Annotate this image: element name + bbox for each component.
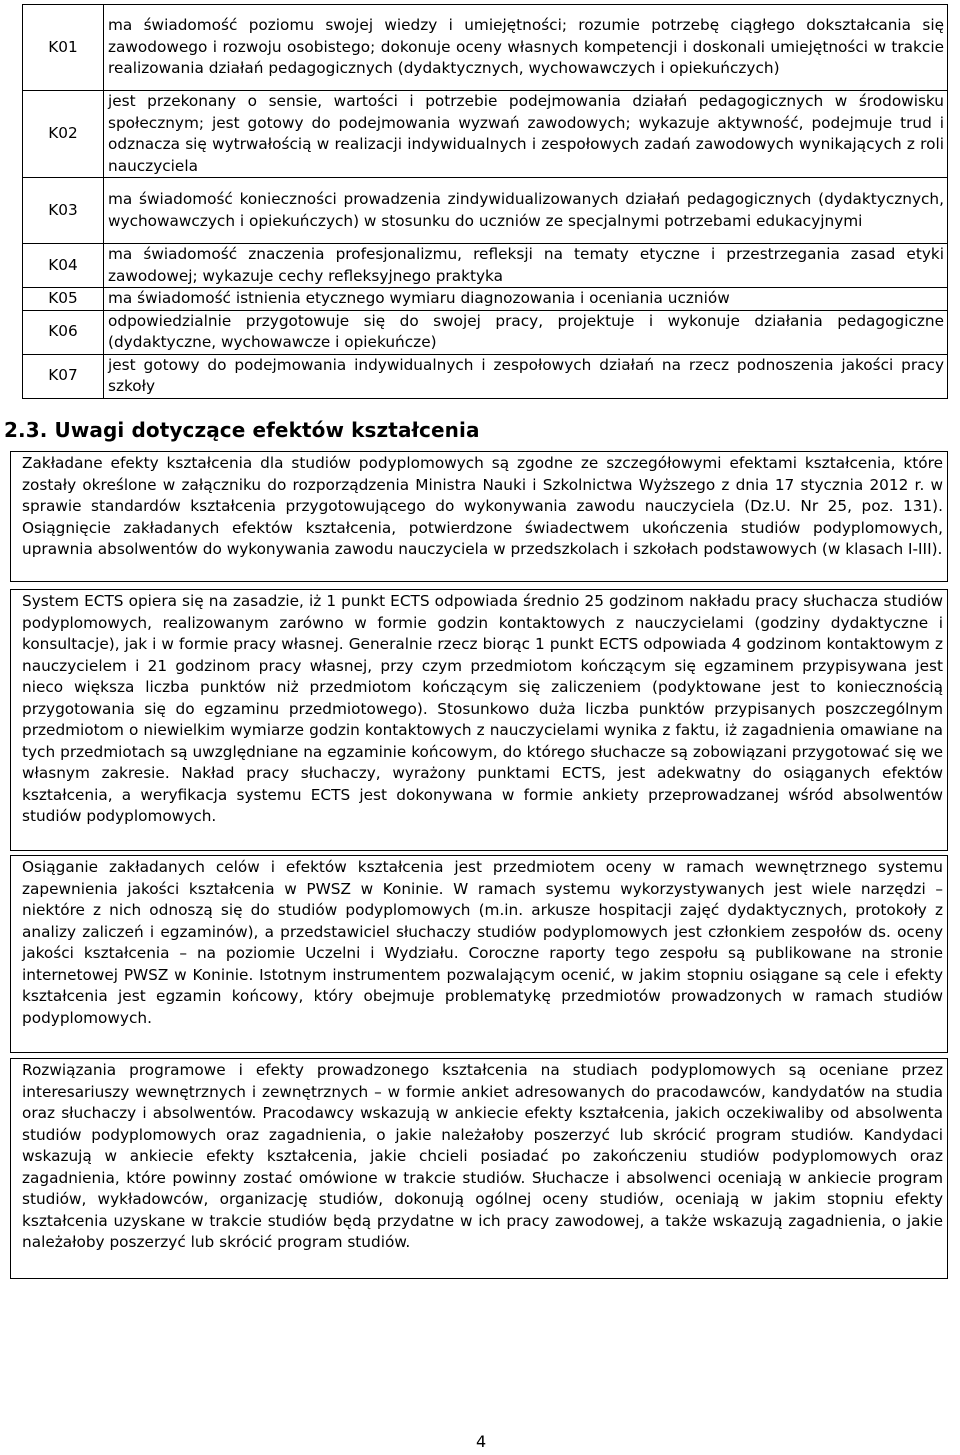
table-row (23, 178, 948, 244)
paragraph-text: Osiąganie zakładanych celów i efektów kształcenia jest przedmiotem oceny w ramach wewnętrznego systemu zapewnienia jakości kształcenia w PWSZ w Koninie. W ramach systemu wykorzystywanych jest wiele narzędzi – niektóre z nich odnoszą się do studiów podyplomowych (m.in. arkusze hospitacji zajęć dydaktycznych, protokoły z analizy zaliczeń i egzaminów), a przedstawiciel słuchaczy studiów podyplomowych jest członkiem zespołów ds. oceny jakości kształcenia – na poziomie Uczelni i Wydziału. Coroczne raporty tego zespołu są publikowane na stronie internetowej PWSZ w Koninie. Istotnym instrumentem pozwalającym ocenić, w jakim stopniu osiągane są cele i efekty kształcenia jest egzamin końcowy, który obejmuje problematykę przedmiotów prowadzonych w ramach studiów podyplomowych. (22, 858, 943, 1027)
competence-code: K03 (23, 178, 104, 244)
table-row (23, 5, 948, 91)
competence-description: ma świadomość konieczności prowadzenia zindywidualizowanych działań pedagogicznych (dydaktycznych, wychowawczych i opiekuńczych) w stosunku do uczniów ze specjalnymi potrzebami edukacyjnymi (104, 178, 948, 244)
competence-code: K05 (23, 288, 104, 311)
competence-code: K04 (23, 244, 104, 288)
page-number: 4 (476, 1432, 487, 1451)
paragraph-box (10, 855, 948, 1053)
table-row (23, 310, 948, 354)
competence-description: jest gotowy do podejmowania indywidualnych i zespołowych działań na rzecz podnoszenia jakości pracy szkoły (104, 354, 948, 398)
competence-code: K01 (23, 5, 104, 91)
table-row (23, 91, 948, 178)
paragraph-text: Rozwiązania programowe i efekty prowadzonego kształcenia na studiach podyplomowych są oceniane przez interesariuszy wewnętrznych i zewnętrznych – w formie ankiet adresowanych do pracodawców, kandydatów na studia oraz słuchaczy i absolwentów. Pracodawcy wskazują w ankiecie efekty kształcenia, jakich oczekiwaliby od absolwenta studiów podyplomowych oraz zagadnienia, o jakie należałoby poszerzyć lub skrócić program studiów. Kandydaci wskazują w ankiecie efekty kształcenia, jakie chcieli posiadać po zakończeniu studiów podyplomowych oraz zagadnienia, które powinny zostać omówione w trakcie studiów. Słuchacze i absolwenci oceniają w ankiecie program studiów, wykładowców, organizację studiów, dokonują ogólnej oceny studiów, oceniają w jakim stopniu efekty kształcenia uzyskane w trakcie studiów będą przydatne w ich pracy zawodowej, a także wskazują zagadnienia, o jakie należałoby poszerzyć lub skrócić program studiów. (22, 1061, 943, 1251)
competence-code: K06 (23, 310, 104, 354)
paragraph-text: Zakładane efekty kształcenia dla studiów podyplomowych są zgodne ze szczegółowymi efektami kształcenia, które zostały określone w załączniku do rozporządzenia Ministra Nauki i Szkolnictwa Wyższego z dnia 17 stycznia 2012 r. w sprawie standardów kształcenia przygotowującego do wykonywania zawodu nauczyciela (Dz.U. Nr 25, poz. 131). Osiągnięcie zakładanych efektów kształcenia, potwierdzone świadectwem ukończenia studiów podyplomowych, uprawnia absolwentów do wykonywania zawodu nauczyciela w przedszkolach i szkołach podstawowych (w klasach I-III). (22, 454, 943, 558)
table-row (23, 288, 948, 311)
competence-description: jest przekonany o sensie, wartości i potrzebie podejmowania działań pedagogicznych w środowisku społecznym; jest gotowy do podejmowania wyzwań zawodowych; wykazuje aktywność, podejmuje trud i odznacza się wytrwałością w realizacji indywidualnych i zespołowych zadań zawodowych wynikających z roli nauczyciela (104, 91, 948, 178)
paragraph-box (10, 589, 948, 851)
paragraph-box (10, 1058, 948, 1279)
competence-code: K07 (23, 354, 104, 398)
competence-description: ma świadomość poziomu swojej wiedzy i umiejętności; rozumie potrzebę ciągłego dokształcania się zawodowego i rozwoju osobistego; dokonuje oceny własnych kompetencji i doskonali umiejętności w trakcie realizowania działań pedagogicznych (dydaktycznych, wychowawczych i opiekuńczych) (104, 5, 948, 91)
competence-table (22, 4, 948, 399)
table-row (23, 244, 948, 288)
competence-description: ma świadomość znaczenia profesjonalizmu, refleksji na tematy etyczne i przestrzegania zasad etyki zawodowej; wykazuje cechy refleksyjnego praktyka (104, 244, 948, 288)
paragraph-text: System ECTS opiera się na zasadzie, iż 1 punkt ECTS odpowiada średnio 25 godzinom nakładu pracy słuchacza studiów podyplomowych, realizowanym zarówno w formie godzin kontaktowych z nauczycielami (godziny dydaktyczne i konsultacje), jak i w formie pracy własnej. Generalnie rzecz biorąc 1 punkt ECTS odpowiada 4 godzinom kontaktowym z nauczycielem i 21 godzinom pracy własnej, przy czym przedmiotom kończącym się egzaminem przypisywana jest nieco większa liczba punktów niż przedmiotom kończącym się zaliczeniem (podyktowane jest to koniecznością przygotowania się do egzaminu przedmiotowego). Stosunkowo duża liczba punktów przypisanych poszczególnym przedmiotom o niewielkim wymiarze godzin kontaktowych z nauczycielami wynika z faktu, iż zagadnienia omawiane na tych przedmiotach są uwzględniane na egzaminie końcowym, do którego słuchacze są zobowiązani przygotować się we własnym zakresie. Nakład pracy słuchaczy, wyrażony punktami ECTS, jest adekwatny do osiąganych efektów kształcenia, a weryfikacja systemu ECTS jest dokonywana w formie ankiety przeprowadzanej wśród absolwentów studiów podyplomowych. (22, 592, 943, 825)
paragraph-box (10, 451, 948, 582)
competence-description: odpowiedzialnie przygotowuje się do swojej pracy, projektuje i wykonuje działania pedagogiczne (dydaktyczne, wychowawcze i opiekuńcze) (104, 310, 948, 354)
section-heading: 2.3. Uwagi dotyczące efektów kształcenia (4, 418, 480, 442)
table-row (23, 354, 948, 398)
competence-code: K02 (23, 91, 104, 178)
competence-description: ma świadomość istnienia etycznego wymiaru diagnozowania i oceniania uczniów (104, 288, 948, 311)
